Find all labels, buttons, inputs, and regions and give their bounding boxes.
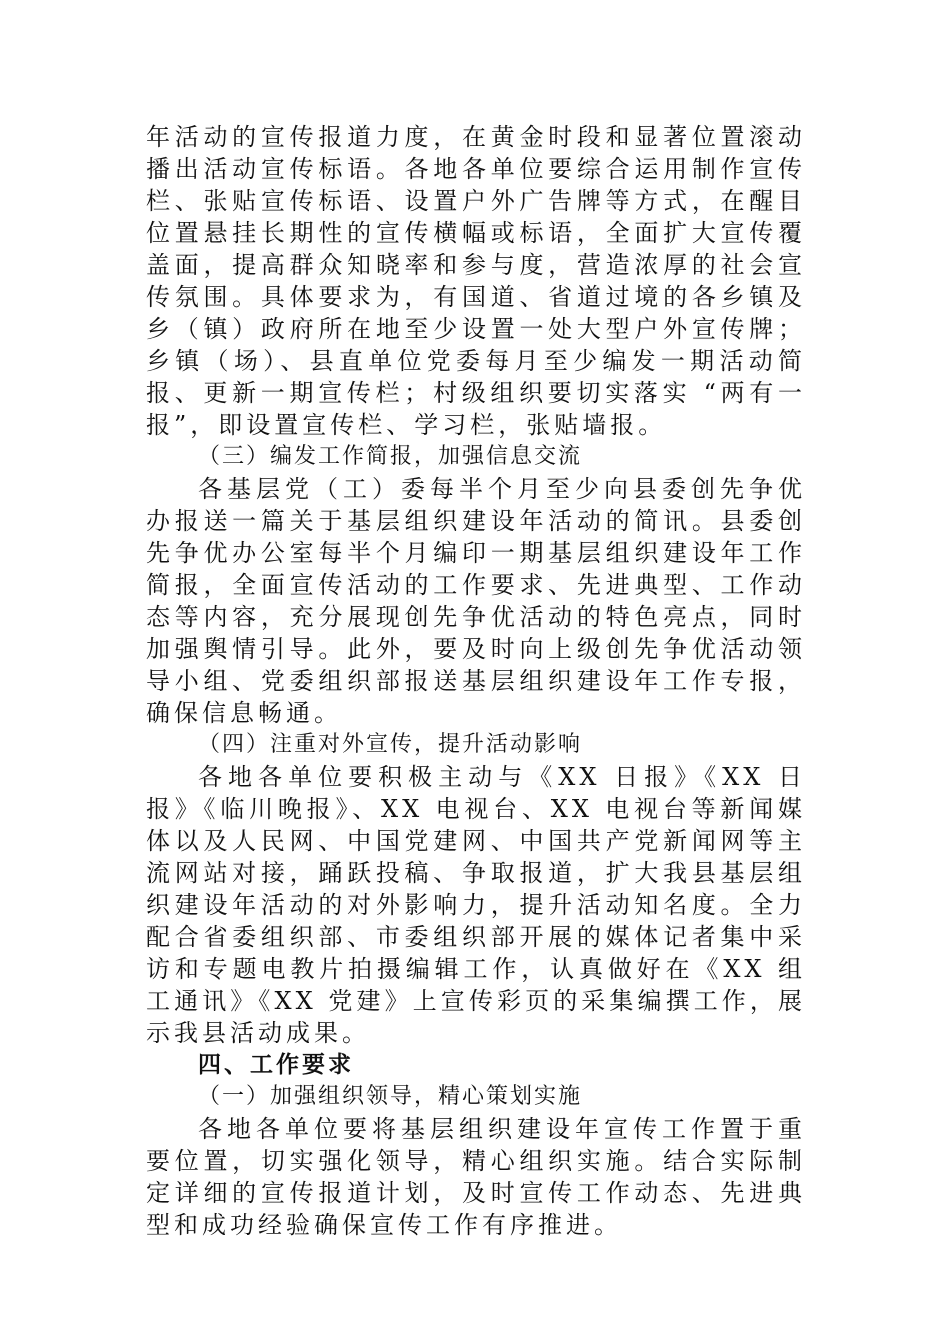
paragraph-organizational-leadership: 各地各单位要将基层组织建设年宣传工作置于重要位置，切实强化领导，精心组织实施。结合实际制定详细的宣传报道计划，及时宣传工作动态、先进典型和成功经验确保宣传工作有序推进。 <box>146 1115 806 1239</box>
section-heading-work-requirements: 四、工作要求 <box>198 1052 354 1078</box>
paragraph-publicity-coverage: 年活动的宣传报道力度，在黄金时段和显著位置滚动播出活动宣传标语。各地各单位要综合运用制作宣传栏、张贴宣传标语、设置户外广告牌等方式，在醒目位置悬挂长期性的宣传横幅或标语，全面扩大宣传覆盖面，提高群众知晓率和参与度，营造浓厚的社会宣传氛围。具体要求为，有国道、省道过境的各乡镇及乡（镇）政府所在地至少设置一处大型户外宣传牌；乡镇（场）、县直单位党委每月至少编发一期活动简报、更新一期宣传栏；村级组织要切实落实 “两有一报”，即设置宣传栏、学习栏，张贴墙报。 <box>146 123 806 439</box>
document-page <box>146 121 806 1241</box>
subheading-external-publicity: （四）注重对外宣传，提升活动影响 <box>198 732 583 757</box>
paragraph-external-publicity: 各地各单位要积极主动与《XX 日报》《XX 日报》《临川晚报》、XX 电视台、XX 电视台等新闻媒体以及人民网、中国党建网、中国共产党新闻网等主流网站对接，踊跃投稿、争取报道，扩大我县基层组织建设年活动的对外影响力，提升活动知名度。全力配合省委组织部、市委组织部开展的媒体记者集中采访和专题电教片拍摄编辑工作，认真做好在《XX 组工通讯》《XX 党建》上宣传彩页的采集编撰工作，展示我县活动成果。 <box>146 763 806 1047</box>
subheading-work-briefings: （三）编发工作简报，加强信息交流 <box>198 444 583 469</box>
subheading-organizational-leadership: （一）加强组织领导，精心策划实施 <box>198 1084 583 1109</box>
paragraph-work-briefings: 各基层党（工）委每半个月至少向县委创先争优办报送一篇关于基层组织建设年活动的简讯。县委创先争优办公室每半个月编印一期基层组织建设年工作简报，全面宣传活动的工作要求、先进典型、工作动态等内容，充分展现创先争优活动的特色亮点，同时加强舆情引导。此外，要及时向上级创先争优活动领导小组、党委组织部报送基层组织建设年工作专报，确保信息畅通。 <box>146 475 806 727</box>
